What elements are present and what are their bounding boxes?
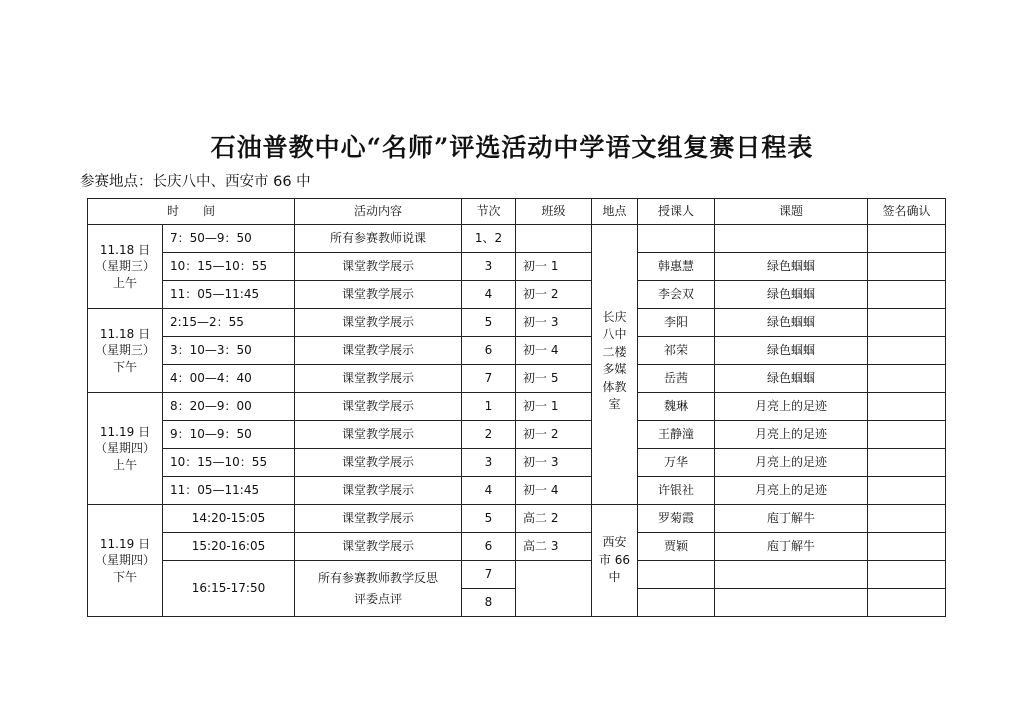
- content-cell: 课堂教学展示: [295, 505, 462, 533]
- teacher-cell: 魏琳: [638, 393, 715, 421]
- location-line: 二楼: [602, 344, 627, 359]
- sign-cell[interactable]: [868, 365, 946, 393]
- sign-cell[interactable]: [868, 561, 946, 589]
- time-cell: 10：15—10：55: [163, 449, 295, 477]
- table-row: [88, 533, 946, 561]
- grade-cell: 高二 3: [516, 533, 592, 561]
- day-cell: [88, 225, 163, 309]
- day-date: 11.19 日: [99, 425, 151, 440]
- topic-cell: 月亮上的足迹: [715, 449, 868, 477]
- period-cell: 6: [462, 337, 516, 365]
- time-cell: 11：05—11:45: [163, 477, 295, 505]
- grade-cell: 初一 2: [516, 281, 592, 309]
- period-cell: 7: [462, 561, 516, 589]
- period-cell: 3: [462, 253, 516, 281]
- sign-cell[interactable]: [868, 533, 946, 561]
- topic-cell: [715, 225, 868, 253]
- venue-line: 参赛地点：长庆八中、西安市 66 中: [80, 174, 311, 190]
- teacher-cell: 李阳: [638, 309, 715, 337]
- table-row: [88, 337, 946, 365]
- topic-cell: 月亮上的足迹: [715, 421, 868, 449]
- teacher-cell: 王静潼: [638, 421, 715, 449]
- header-sign: 签名确认: [868, 199, 946, 225]
- header-row: [88, 199, 946, 225]
- header-period: 节次: [462, 199, 516, 225]
- content-cell: 所有参赛教师说课: [295, 225, 462, 253]
- content-cell: [295, 561, 462, 617]
- time-cell: 4：00—4：40: [163, 365, 295, 393]
- location-cell: [592, 505, 638, 617]
- time-cell: 11：05—11:45: [163, 281, 295, 309]
- day-weekday: （星期三）: [94, 343, 155, 358]
- day-date: 11.18 日: [99, 327, 151, 342]
- content-cell: 课堂教学展示: [295, 309, 462, 337]
- topic-cell: 绿色蝈蝈: [715, 309, 868, 337]
- sign-cell[interactable]: [868, 393, 946, 421]
- location-line: 长庆: [602, 310, 627, 324]
- teacher-cell: 许银社: [638, 477, 715, 505]
- topic-cell: [715, 589, 868, 617]
- teacher-cell: 韩惠慧: [638, 253, 715, 281]
- day-session: 下午: [112, 569, 137, 584]
- day-weekday: （星期三）: [94, 259, 155, 274]
- day-session: 上午: [112, 275, 137, 290]
- grade-cell: 初一 1: [516, 253, 592, 281]
- sign-cell[interactable]: [868, 225, 946, 253]
- header-time-b: 间: [203, 203, 216, 218]
- day-session: 下午: [112, 359, 137, 374]
- header-time: [88, 199, 295, 225]
- sign-cell[interactable]: [868, 477, 946, 505]
- sign-cell[interactable]: [868, 309, 946, 337]
- day-cell: [88, 309, 163, 393]
- content-cell: 课堂教学展示: [295, 533, 462, 561]
- topic-cell: [715, 561, 868, 589]
- content-cell: 课堂教学展示: [295, 393, 462, 421]
- time-cell: 2:15—2：55: [163, 309, 295, 337]
- table-row: [88, 505, 946, 533]
- content-cell: 课堂教学展示: [295, 365, 462, 393]
- header-location: 地点: [592, 199, 638, 225]
- grade-cell: 初一 2: [516, 421, 592, 449]
- day-weekday: （星期四）: [94, 553, 155, 568]
- page-title: 石油普教中心“名师”评选活动中学语文组复赛日程表: [210, 133, 814, 162]
- teacher-cell: 贾颖: [638, 533, 715, 561]
- location-line: 市 66: [598, 552, 631, 567]
- table-row: [88, 253, 946, 281]
- day-date: 11.18 日: [99, 243, 151, 258]
- content-line: 所有参赛教师教学反思: [317, 571, 438, 586]
- header-content: 活动内容: [295, 199, 462, 225]
- content-cell: 课堂教学展示: [295, 253, 462, 281]
- period-cell: 4: [462, 477, 516, 505]
- content-cell: 课堂教学展示: [295, 449, 462, 477]
- period-cell: 1、2: [462, 225, 516, 253]
- grade-cell: 初一 1: [516, 393, 592, 421]
- day-date: 11.19 日: [99, 537, 151, 552]
- sign-cell[interactable]: [868, 281, 946, 309]
- time-cell: 3：10—3：50: [163, 337, 295, 365]
- header-teacher: 授课人: [638, 199, 715, 225]
- content-cell: 课堂教学展示: [295, 281, 462, 309]
- sign-cell[interactable]: [868, 253, 946, 281]
- period-cell: 5: [462, 505, 516, 533]
- grade-cell: 初一 3: [516, 449, 592, 477]
- location-line: 体教: [602, 379, 627, 394]
- teacher-cell: 李会双: [638, 281, 715, 309]
- time-cell: 8：20—9：00: [163, 393, 295, 421]
- content-line: 评委点评: [353, 591, 402, 606]
- day-cell: [88, 393, 163, 505]
- table-row: [88, 309, 946, 337]
- day-weekday: （星期四）: [94, 441, 155, 456]
- period-cell: 1: [462, 393, 516, 421]
- time-cell: 16:15-17:50: [163, 561, 295, 617]
- grade-cell: 初一 4: [516, 337, 592, 365]
- table-row: [88, 365, 946, 393]
- teacher-cell: [638, 225, 715, 253]
- topic-cell: 绿色蝈蝈: [715, 337, 868, 365]
- location-line: 西安: [602, 535, 627, 550]
- teacher-cell: 祁荣: [638, 337, 715, 365]
- period-cell: 7: [462, 365, 516, 393]
- period-cell: 5: [462, 309, 516, 337]
- time-cell: 7：50—9：50: [163, 225, 295, 253]
- grade-cell: [516, 225, 592, 253]
- table-row: [88, 393, 946, 421]
- time-cell: 14:20-15:05: [163, 505, 295, 533]
- header-grade: 班级: [516, 199, 592, 225]
- table-row: [88, 477, 946, 505]
- header-time-a: 时: [166, 203, 203, 218]
- content-cell: 课堂教学展示: [295, 337, 462, 365]
- teacher-cell: 岳茜: [638, 365, 715, 393]
- grade-cell: [516, 561, 592, 617]
- content-cell: 课堂教学展示: [295, 421, 462, 449]
- sign-cell[interactable]: [868, 589, 946, 617]
- period-cell: 2: [462, 421, 516, 449]
- topic-cell: 绿色蝈蝈: [715, 253, 868, 281]
- table-row: [88, 421, 946, 449]
- table-row: [88, 225, 946, 253]
- period-cell: 8: [462, 589, 516, 617]
- teacher-cell: 万华: [638, 449, 715, 477]
- grade-cell: 初一 5: [516, 365, 592, 393]
- topic-cell: 庖丁解牛: [715, 505, 868, 533]
- teacher-cell: [638, 589, 715, 617]
- teacher-cell: [638, 561, 715, 589]
- content-cell: 课堂教学展示: [295, 477, 462, 505]
- location-cell: [592, 225, 638, 505]
- sign-cell[interactable]: [868, 337, 946, 365]
- sign-cell[interactable]: [868, 505, 946, 533]
- sign-cell[interactable]: [868, 449, 946, 477]
- day-session: 上午: [112, 457, 137, 472]
- grade-cell: 初一 4: [516, 477, 592, 505]
- schedule-table: [87, 198, 946, 617]
- header-topic: 课题: [715, 199, 868, 225]
- time-cell: 10：15—10：55: [163, 253, 295, 281]
- topic-cell: 绿色蝈蝈: [715, 281, 868, 309]
- location-line: 室: [608, 396, 621, 411]
- grade-cell: 高二 2: [516, 505, 592, 533]
- topic-cell: 庖丁解牛: [715, 533, 868, 561]
- table-row: [88, 281, 946, 309]
- topic-cell: 月亮上的足迹: [715, 393, 868, 421]
- topic-cell: 月亮上的足迹: [715, 477, 868, 505]
- time-cell: 15:20-16:05: [163, 533, 295, 561]
- period-cell: 6: [462, 533, 516, 561]
- location-line: 八中: [602, 327, 627, 342]
- table-row: [88, 561, 946, 589]
- location-line: 多媒: [602, 362, 627, 377]
- period-cell: 4: [462, 281, 516, 309]
- sign-cell[interactable]: [868, 421, 946, 449]
- time-cell: 9：10—9：50: [163, 421, 295, 449]
- grade-cell: 初一 3: [516, 309, 592, 337]
- topic-cell: 绿色蝈蝈: [715, 365, 868, 393]
- location-line: 中: [608, 570, 621, 585]
- teacher-cell: 罗菊霞: [638, 505, 715, 533]
- period-cell: 3: [462, 449, 516, 477]
- table-row: [88, 449, 946, 477]
- day-cell: [88, 505, 163, 617]
